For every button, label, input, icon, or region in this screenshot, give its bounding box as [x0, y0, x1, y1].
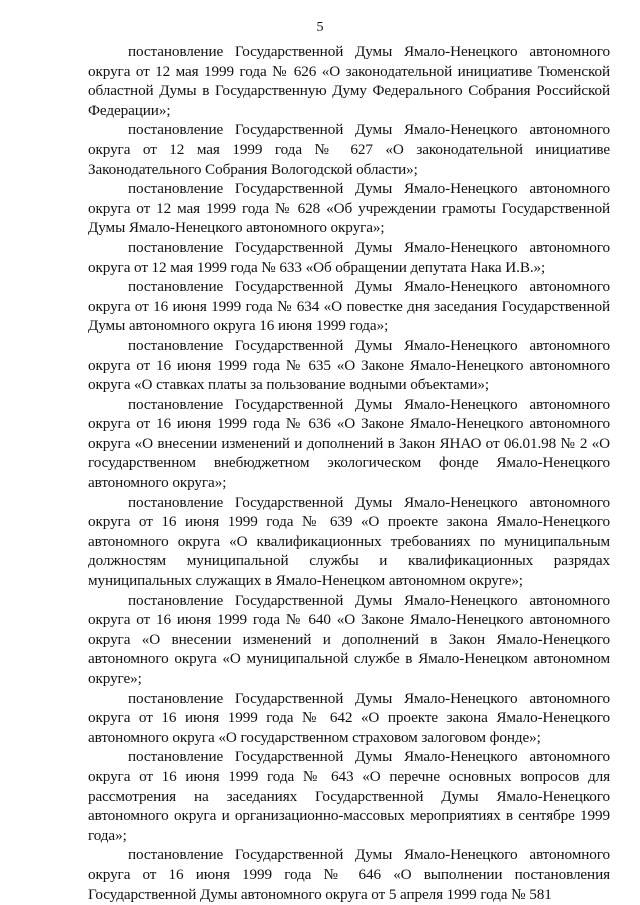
- resolution-paragraph: постановление Государственной Думы Ямало-Ненецкого автономного округа от 16 июня 1999 года № 639 «О проекте закона Ямало-Ненецкого автономного округа «О квалификационных требованиях по муниципальным должностям муниципальной службы и квалификационных разрядах муниципальных служащих в Ямало-Ненецком автономном округе»;: [88, 493, 610, 590]
- resolution-paragraph: постановление Государственной Думы Ямало-Ненецкого автономного округа от 16 июня 1999 года № 636 «О Законе Ямало-Ненецкого автономного округа «О внесении изменений и дополнений в Закон ЯНАО от 06.01.98 № 2 «О государственном внебюджетном экологическом фонде Ямало-Ненецкого автономного округа»;: [88, 395, 610, 492]
- resolution-paragraph: постановление Государственной Думы Ямало-Ненецкого автономного округа от 16 июня 1999 года № 635 «О Законе Ямало-Ненецкого автономного округа «О ставках платы за пользование водными объектами»;: [88, 336, 610, 394]
- resolution-paragraph: постановление Государственной Думы Ямало-Ненецкого автономного округа от 16 июня 1999 года № 634 «О повестке дня заседания Государственной Думы автономного округа 16 июня 1999 года»;: [88, 278, 610, 335]
- resolution-paragraph: постановление Государственной Думы Ямало-Ненецкого автономного округа от 16 июня 1999 года № 642 «О проекте закона Ямало-Ненецкого автономного округа «О государственном страховом залоговом фонде»;: [88, 689, 610, 746]
- resolution-paragraph: постановление Государственной Думы Ямало-Ненецкого автономного округа от 16 июня 1999 года № 643 «О перечне основных вопросов для рассмотрения на заседаниях Государственной Думы Ямало-Ненецкого автономного округа и организационно-массовых мероприятиях в сентябре 1999 года»;: [88, 748, 610, 844]
- page-number: 5: [316, 20, 324, 35]
- resolution-paragraph: постановление Государственной Думы Ямало-Ненецкого автономного округа от 12 мая 1999 года № 626 «О законодательной инициативе Тюменской областной Думы в Государственную Думу Федерального Собрания Российской Федерации»;: [88, 43, 610, 119]
- resolution-paragraph: постановление Государственной Думы Ямало-Ненецкого автономного округа от 12 мая 1999 года № 633 «Об обращении депутата Нака И.В.»;: [88, 238, 610, 276]
- document-body: [88, 42, 610, 904]
- resolution-paragraph: постановление Государственной Думы Ямало-Ненецкого автономного округа от 12 мая 1999 года № 627 «О законодательной инициативе Законодательного Собрания Вологодской области»;: [88, 121, 610, 178]
- resolution-paragraph: постановление Государственной Думы Ямало-Ненецкого автономного округа от 12 мая 1999 года № 628 «Об учреждении грамоты Государственной Думы Ямало-Ненецкого автономного округа»;: [88, 180, 610, 237]
- resolution-paragraph: постановление Государственной Думы Ямало-Ненецкого автономного округа от 16 июня 1999 года № 646 «О выполнении постановления Государственной Думы автономного округа от 5 апреля 1999 года № 581: [88, 846, 610, 903]
- resolution-paragraph: постановление Государственной Думы Ямало-Ненецкого автономного округа от 16 июня 1999 года № 640 «О Законе Ямало-Ненецкого автономного округа «О внесении изменений и дополнений в Закон Ямало-Ненецкого автономного округа «О муниципальной службе в Ямало-Ненецком автономном округе»;: [88, 591, 610, 687]
